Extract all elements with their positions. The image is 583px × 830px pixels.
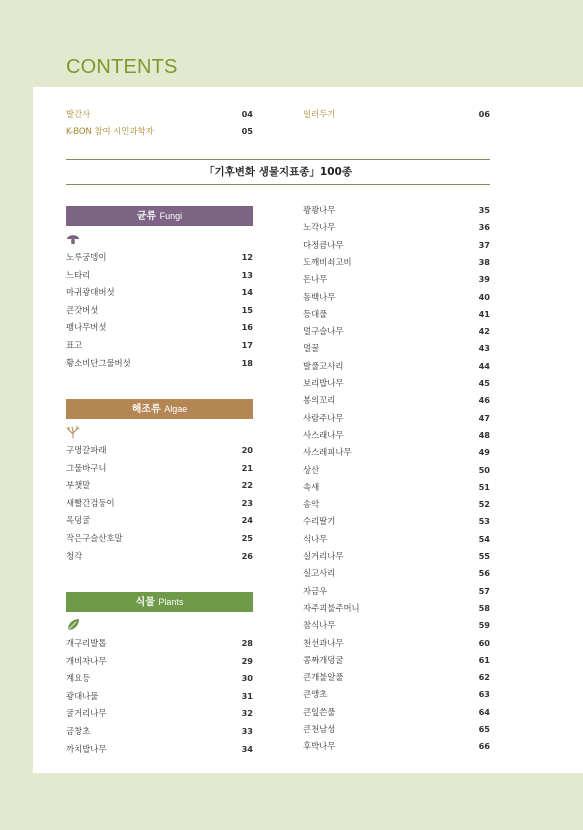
category-en: Algae: [164, 404, 188, 414]
toc-entry[interactable]: [303, 324, 490, 338]
toc-entry[interactable]: [66, 303, 253, 317]
toc-label: 큰잎쓴풀: [303, 706, 336, 717]
toc-label: 수리딸기: [303, 516, 336, 527]
toc-entry[interactable]: [303, 636, 490, 650]
toc-label: 새빨간검둥이: [66, 497, 115, 508]
toc-label: 속새: [303, 481, 320, 492]
toc-entry[interactable]: [66, 285, 253, 299]
toc-entry[interactable]: [303, 722, 490, 736]
toc-page: 14: [241, 287, 253, 298]
toc-page: 65: [478, 724, 490, 734]
toc-label: 까치밥나무: [66, 743, 107, 754]
toc-label: 실거리나무: [303, 551, 344, 561]
toc-page: 06: [478, 109, 490, 119]
toc-label: 큰갓버섯: [66, 304, 99, 315]
category-ko: 해조류: [131, 404, 161, 415]
toc-page: 30: [241, 673, 253, 684]
toc-page: 31: [241, 690, 253, 701]
toc-entry[interactable]: [66, 496, 253, 510]
toc-page: 56: [478, 568, 490, 579]
toc-page: 22: [241, 480, 253, 491]
toc-page: 21: [241, 462, 253, 473]
toc-label: 천선과나무: [303, 637, 344, 648]
toc-page: 33: [241, 726, 253, 736]
toc-label: 금창초: [66, 726, 91, 736]
toc-label: 큰천남성: [303, 724, 336, 734]
toc-entry[interactable]: [66, 124, 253, 138]
toc-page: 41: [478, 308, 490, 319]
toc-label: 돈나무: [303, 274, 328, 285]
toc-page: 47: [478, 412, 490, 423]
toc-page: 54: [478, 533, 490, 544]
toc-page: 24: [241, 515, 253, 526]
toc-label: 구멍갈파래: [66, 445, 107, 455]
toc-entry[interactable]: [66, 724, 253, 738]
toc-page: 28: [241, 638, 253, 648]
toc-page: 60: [478, 637, 490, 648]
section-title: 「기후변화 생물지표종」100종: [203, 166, 352, 178]
toc-entry[interactable]: [66, 461, 253, 475]
toc-label: 송악: [303, 499, 320, 510]
toc-entry[interactable]: [303, 411, 490, 425]
category-ko: 균류: [136, 211, 157, 222]
toc-entry[interactable]: [303, 549, 490, 563]
toc-label: 도깨비쇠고비: [303, 256, 352, 267]
toc-entry[interactable]: [66, 268, 253, 282]
toc-entry[interactable]: [66, 320, 253, 334]
toc-label: 자금우: [303, 585, 328, 596]
toc-label: 발풀고사리: [303, 360, 344, 371]
toc-entry[interactable]: [303, 532, 490, 546]
toc-entry[interactable]: [66, 654, 253, 668]
toc-entry[interactable]: [303, 307, 490, 321]
toc-label: 큰개불알풀: [303, 672, 344, 683]
divider: [66, 159, 490, 160]
toc-page: 16: [241, 322, 253, 333]
toc-page: 42: [478, 326, 490, 337]
toc-label: 사스레피나무: [303, 447, 352, 458]
category-en: Fungi: [159, 211, 183, 221]
toc-entry[interactable]: [303, 107, 490, 121]
toc-entry[interactable]: [303, 255, 490, 269]
toc-entry[interactable]: [303, 566, 490, 580]
toc-page: 43: [478, 343, 490, 354]
toc-page: 36: [478, 222, 490, 233]
toc-page: 13: [241, 269, 253, 280]
toc-page: 48: [478, 429, 490, 440]
mushroom-icon: [66, 232, 80, 246]
toc-page: 35: [478, 205, 490, 215]
toc-entry[interactable]: [303, 238, 490, 252]
toc-entry[interactable]: [303, 376, 490, 390]
toc-entry[interactable]: [303, 290, 490, 304]
category-ko: 식물: [135, 597, 155, 608]
toc-page: 51: [478, 481, 490, 492]
toc-page: 44: [478, 360, 490, 371]
toc-page: 17: [241, 340, 253, 350]
toc-label: 사스래나무: [303, 429, 344, 440]
toc-label: 발간사: [66, 109, 91, 119]
toc-entry[interactable]: [303, 341, 490, 355]
toc-page: 59: [478, 620, 490, 631]
toc-label: 후박나무: [303, 741, 336, 752]
toc-entry[interactable]: [303, 463, 490, 477]
divider: [66, 184, 490, 185]
toc-entry[interactable]: [66, 250, 253, 264]
toc-label: 개비자나무: [66, 655, 107, 666]
toc-label: 마귀광대버섯: [66, 287, 115, 298]
toc-label: 자주괴불주머니: [303, 602, 360, 613]
toc-label: 작은구슬산호말: [66, 533, 123, 543]
toc-entry[interactable]: [303, 497, 490, 511]
toc-page: 64: [478, 706, 490, 717]
toc-label: 표고: [66, 340, 83, 350]
toc-entry[interactable]: [66, 742, 253, 756]
toc-page: 25: [241, 533, 253, 543]
toc-page: 37: [478, 239, 490, 250]
toc-page: 18: [241, 357, 253, 368]
toc-label: 식나무: [303, 533, 328, 544]
toc-page: 39: [478, 274, 490, 285]
toc-entry[interactable]: [303, 428, 490, 442]
toc-label: 일러두기: [303, 109, 336, 119]
toc-label: 느타리: [66, 269, 91, 280]
category-header-plants: [66, 592, 253, 612]
toc-page: 58: [478, 602, 490, 613]
toc-page: 12: [241, 252, 253, 262]
toc-page: 05: [241, 126, 253, 136]
toc-page: 38: [478, 256, 490, 267]
toc-entry[interactable]: [66, 689, 253, 703]
toc-label: 옥덩굴: [66, 515, 91, 526]
toc-entry[interactable]: [303, 739, 490, 753]
toc-label: 다정큼나무: [303, 239, 344, 250]
toc-entry[interactable]: [66, 478, 253, 492]
toc-page: 49: [478, 447, 490, 458]
toc-entry[interactable]: [303, 618, 490, 632]
toc-entry[interactable]: [66, 671, 253, 685]
toc-entry[interactable]: [66, 706, 253, 720]
toc-label: 사람주나무: [303, 412, 344, 423]
toc-entry[interactable]: [303, 687, 490, 701]
toc-page: 46: [478, 395, 490, 406]
toc-label: 멀구슬나무: [303, 326, 344, 337]
page-title: CONTENTS: [66, 56, 178, 78]
toc-label: 큰앵초: [303, 689, 328, 700]
toc-entry[interactable]: [303, 705, 490, 719]
toc-entry[interactable]: [66, 531, 253, 545]
toc-entry[interactable]: [303, 445, 490, 459]
toc-page: 61: [478, 654, 490, 665]
toc-label: 굴거리나무: [66, 708, 107, 719]
toc-label: 청각: [66, 550, 83, 561]
toc-page: 45: [478, 378, 490, 388]
toc-label: 동백나무: [303, 291, 336, 302]
toc-label: 콩짜개덩굴: [303, 654, 344, 665]
toc-entry[interactable]: [303, 359, 490, 373]
toc-label: 부챗말: [66, 480, 91, 491]
toc-label: 노루궁뎅이: [66, 252, 107, 262]
toc-page: 34: [241, 743, 253, 754]
toc-page: 04: [241, 109, 253, 119]
toc-entry[interactable]: [66, 356, 253, 370]
toc-entry[interactable]: [303, 584, 490, 598]
toc-entry[interactable]: [303, 653, 490, 667]
toc-page: 32: [241, 708, 253, 719]
toc-page: 20: [241, 445, 253, 455]
toc-label: 노각나무: [303, 222, 336, 233]
toc-page: 62: [478, 672, 490, 683]
toc-page: 53: [478, 516, 490, 527]
toc-label: 등대풀: [303, 308, 328, 319]
leaf-icon: [66, 618, 80, 632]
toc-entry[interactable]: [66, 636, 253, 650]
toc-label: 보리밥나무: [303, 378, 344, 388]
toc-entry[interactable]: [303, 480, 490, 494]
toc-label: 팽나무버섯: [66, 322, 107, 333]
toc-page: 29: [241, 655, 253, 666]
toc-entry[interactable]: [303, 272, 490, 286]
toc-label: 봉의꼬리: [303, 395, 336, 406]
toc-page: 52: [478, 499, 490, 510]
toc-page: 66: [478, 741, 490, 752]
toc-page: 55: [478, 551, 490, 561]
category-en: Plants: [158, 597, 184, 607]
toc-entry[interactable]: [303, 514, 490, 528]
toc-entry[interactable]: [66, 107, 253, 121]
toc-label: 그물바구니: [66, 462, 107, 473]
toc-label: 상산: [303, 464, 320, 475]
toc-label: 꽝꽝나무: [303, 205, 336, 215]
toc-entry[interactable]: [303, 670, 490, 684]
toc-label: 개구리발톱: [66, 638, 107, 648]
toc-entry[interactable]: [303, 203, 490, 217]
toc-entry[interactable]: [66, 549, 253, 563]
toc-page: 40: [478, 291, 490, 302]
toc-label: 참식나무: [303, 620, 336, 631]
toc-entry[interactable]: [303, 601, 490, 615]
toc-entry[interactable]: [66, 513, 253, 527]
toc-entry[interactable]: [66, 338, 253, 352]
category-header-algae: [66, 399, 253, 419]
toc-page: 26: [241, 550, 253, 561]
toc-entry[interactable]: [303, 220, 490, 234]
toc-label: 계요등: [66, 673, 91, 684]
toc-label: 광대나물: [66, 690, 99, 701]
toc-page: 57: [478, 585, 490, 596]
toc-entry[interactable]: [303, 393, 490, 407]
toc-label: 황소비단그물버섯: [66, 357, 131, 368]
toc-label: K-BON 참여 시민과학자: [66, 126, 154, 136]
toc-page: 15: [241, 304, 253, 315]
toc-page: 63: [478, 689, 490, 700]
toc-label: 멀꿀: [303, 343, 320, 354]
toc-page: 23: [241, 497, 253, 508]
toc-label: 실고사리: [303, 568, 336, 579]
toc-entry[interactable]: [66, 443, 253, 457]
category-header-fungi: [66, 206, 253, 226]
coral-icon: [66, 425, 80, 439]
toc-page: 50: [478, 464, 490, 475]
